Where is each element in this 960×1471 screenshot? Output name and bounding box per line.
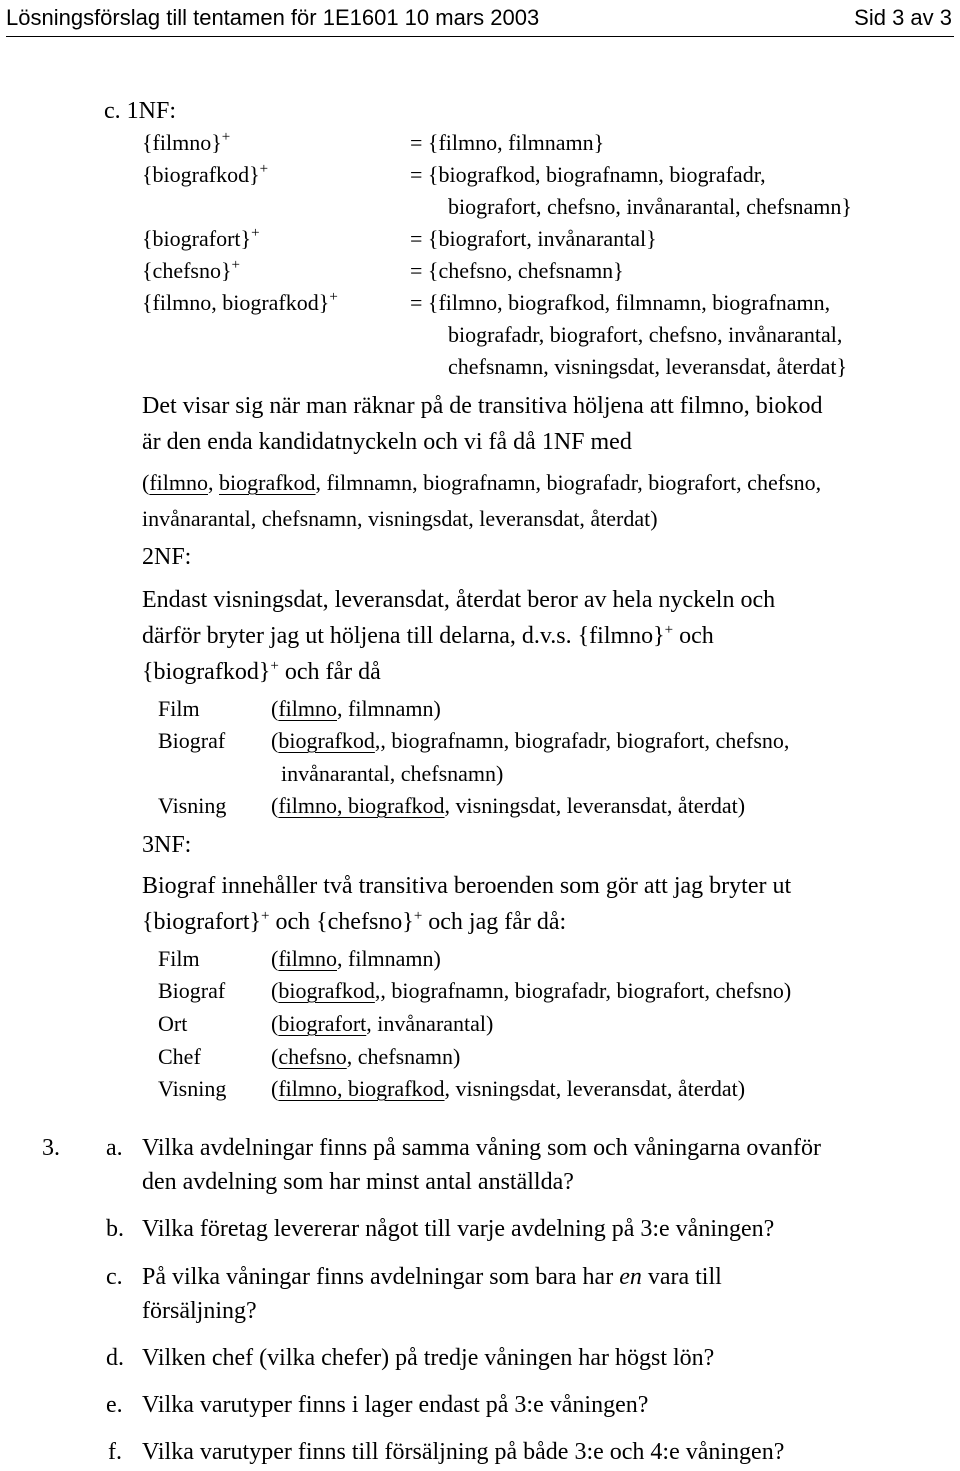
nf1-text: Det visar sig när man räknar på de transitiva höljena att filmno, biokod är den enda kandidatnyckeln och vi få då 1NF med [142, 393, 823, 455]
nf1-label: c. 1NF: [104, 98, 176, 124]
relation-row: Film (filmno, filmnamn) [158, 946, 441, 971]
fd-row: {filmno}+ = {filmno, filmnamn} [142, 129, 605, 155]
relation-row: Biograf (biografkod,, biografnamn, biografadr, biografort, chefsno, [158, 728, 790, 753]
fd-continuation: chefsnamn, visningsdat, leveransdat, återdat} [448, 354, 848, 379]
fd-continuation: biografadr, biografort, chefsno, invånarantal, [448, 322, 843, 347]
fd-row: {chefsno}+ = {chefsno, chefsnamn} [142, 257, 624, 283]
question-letter: c. [106, 1264, 123, 1290]
relation-continuation: invånarantal, chefsnamn) [281, 761, 504, 786]
page-header [6, 0, 954, 37]
question-letter: f. [108, 1439, 122, 1465]
question-text: Vilka företag levererar något till varje avdelning på 3:e våningen? [142, 1216, 775, 1242]
question-text: På vilka våningar finns avdelningar som bara har en vara till försäljning? [142, 1264, 722, 1324]
fd-row: {biografkod}+ = {biografkod, biografnamn, biografadr, [142, 161, 766, 187]
nf3-label: 3NF: [142, 832, 192, 858]
question-letter: b. [106, 1216, 124, 1242]
relation-row: Ort (biografort, invånarantal) [158, 1011, 494, 1036]
nf1-relation-cont: invånarantal, chefsnamn, visningsdat, leveransdat, återdat) [142, 506, 658, 531]
relation-row: Biograf (biografkod,, biografnamn, biografadr, biografort, chefsno) [158, 978, 792, 1003]
relation-row: Chef (chefsno, chefsnamn) [158, 1044, 461, 1069]
fd-continuation: biografort, chefsno, invånarantal, chefsnamn} [448, 194, 852, 219]
relation-row: Visning (filmno, biografkod, visningsdat, leveransdat, återdat) [158, 793, 746, 818]
question-text: Vilka avdelningar finns på samma våning som och våningarna ovanför den avdelning som har minst antal anställda? [142, 1135, 822, 1195]
question-letter: d. [106, 1345, 124, 1371]
relation-row: Film (filmno, filmnamn) [158, 696, 441, 721]
question-text: Vilka varutyper finns till försäljning på både 3:e och 4:e våningen? [142, 1439, 785, 1465]
question-letter: e. [106, 1392, 123, 1418]
nf1-relation: (filmno, biografkod, filmnamn, biografnamn, biografadr, biografort, chefsno, [142, 470, 822, 495]
fd-row: {filmno, biografkod}+ = {filmno, biografkod, filmnamn, biografnamn, [142, 289, 831, 315]
nf3-text: Biograf innehåller två transitiva beroenden som gör att jag bryter ut {biografort}+ och {chefsno}+ och jag får då: [142, 873, 792, 935]
page-number: Sid 3 av 3 [854, 5, 952, 30]
question-letter: a. [106, 1135, 123, 1161]
question-text: Vilken chef (vilka chefer) på tredje våningen har högst lön? [142, 1345, 715, 1371]
question-number: 3. [42, 1135, 60, 1161]
document-title: Lösningsförslag till tentamen för 1E1601 10 mars 2003 [6, 5, 540, 30]
nf2-label: 2NF: [142, 544, 192, 570]
question-text: Vilka varutyper finns i lager endast på 3:e våningen? [142, 1392, 649, 1418]
fd-row: {biografort}+ = {biografort, invånarantal} [142, 225, 657, 251]
nf2-text: Endast visningsdat, leveransdat, återdat beror av hela nyckeln och därför bryter jag ut höljena till delarna, d.v.s. {filmno}+ och {biografkod}+ och får då [142, 587, 776, 685]
relation-row: Visning (filmno, biografkod, visningsdat, leveransdat, återdat) [158, 1076, 746, 1101]
